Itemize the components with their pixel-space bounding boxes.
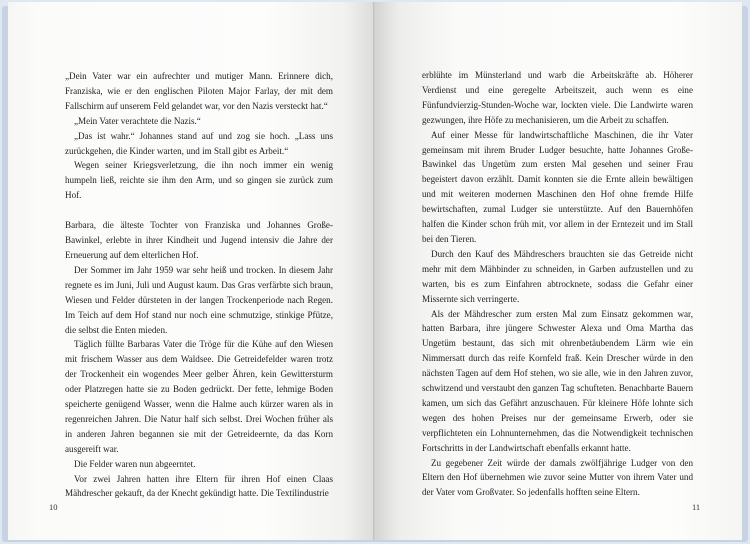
- left-page: [8, 2, 374, 540]
- right-page-text: [422, 68, 693, 500]
- paragraph: Vor zwei Jahren hatten ihre Eltern für ihren Hof einen Claas Mähdrescher gekauft, da der Knecht gekündigt hatte. Die Textilindustrie: [65, 473, 333, 499]
- paragraph: Der Sommer im Jahr 1959 war sehr heiß und trocken. In diesem Jahr regnete es im Juni, Juli und August kaum. Das Gras verfärbte sich braun, Wiesen und Felder dürsteten in der langen Trockenperiode nach Regen. Im Teich auf dem Hof stand nur noch eine schmutzige, stinkige Pfütze, die selbst die Enten mieden.: [65, 264, 333, 335]
- paragraph: „Das ist wahr.“ Johannes stand auf und zog sie hoch. „Lass uns zurückgehen, die Kinder warten, und im Stall gibt es Arbeit.“: [65, 130, 333, 156]
- paragraph: „Dein Vater war ein aufrechter und mutiger Mann. Erinnere dich, Franziska, wie er den englischen Piloten Major Farlay, der mit dem Fallschirm auf unserem Feld gelandet war, vor den Nazis versteckt hat.“: [65, 71, 333, 111]
- paragraph: Wegen seiner Kriegsverletzung, die ihn noch immer ein wenig humpeln ließ, reichte sie ihm den Arm, und so gingen sie zurück zum Hof.: [65, 160, 333, 201]
- paragraph: erblühte im Münsterland und warb die Arbeitskräfte ab. Höherer Verdienst und eine geregelte Arbeitszeit, auch wenn es eine Fünfundvierzig-Stunden-Woche war, lockten viele. Die Landwirte waren gezwungen, ihre Höfe zu mechanisieren, um die Arbeit zu schaffen.: [422, 70, 693, 125]
- right-page: [376, 2, 742, 540]
- left-page-text: [65, 69, 333, 501]
- paragraph: „Mein Vater verachtete die Nazis.“: [74, 115, 201, 126]
- page-number: 11: [692, 502, 701, 512]
- paragraph: Barbara, die älteste Tochter von Franziska und Johannes Große-Bawinkel, erlebte in ihrer Kindheit und Jugend intensiv die Jahre der Erneuerung auf dem elterlichen Hof.: [65, 220, 333, 260]
- paragraph: Auf einer Messe für landwirtschaftliche Maschinen, die ihr Vater gemeinsam mit ihrem Bruder Ludger besuchte, hatte Johannes Große-Bawinkel das Ungetüm zum ersten Mal gesehen und seiner Frau begeistert davon erzählt. Damit konnten sie die Ernte allein bewältigen und mit weiteren modernen Maschinen den Hof ohne fremde Hilfe bewirtschaften, zumal Ludger sie unterstützte. Auf den Bauernhöfen halfen die Kinder schon früh mit, vor allem in der Erntezeit und im Stall bei den Tieren.: [422, 129, 693, 244]
- page-number: 10: [49, 502, 58, 512]
- paragraph: Zu gegebener Zeit würde der damals zwölfjährige Ludger von den Eltern den Hof übernehmen wie zuvor seine Mutter von ihrem Vater und der Vater vom Großvater. So jedenfalls hofften seine Eltern.: [422, 457, 693, 498]
- paragraph: Täglich füllte Barbaras Vater die Tröge für die Kühe auf den Wiesen mit frischem Wasser aus dem Waldsee. Die Getreidefelder waren trotz der Trockenheit ein wogendes Meer gelber Ähren, kein Gewittersturm oder Platzregen hatte sie zu Boden gedrückt. Der fette, lehmige Boden speicherte genügend Wasser, wenn die Halme auch kürzer waren als in regenreichen Jahren. Die Natur half sich selbst. Drei Wochen früher als in anderen Jahren begannen sie mit der Getreideernte, da das Korn ausgereift war.: [65, 339, 333, 454]
- paragraph: Die Felder waren nun abgeerntet.: [74, 458, 196, 469]
- paragraph: Als der Mähdrescher zum ersten Mal zum Einsatz gekommen war, hatten Barbara, ihre jüngere Schwester Alexa und Oma Martha das Ungetüm bestaunt, das sich mit ohrenbetäubendem Lärm wie ein Nimmersatt durch das reife Kornfeld fraß. Kein Drescher würde in den nächsten Tagen auf dem Hof stehen, wo sie alle, wie in den Jahren zuvor, schwitzend und verstaubt den ganzen Tag schufteten. Benachbarte Bauern kamen, um sich das Gefährt anzuschauen. Für kleinere Höfe lohnte sich wegen des hohen Preises nur der gemeinsame Erwerb, oder sie verpflichteten ein Lohnunternehmen, das die Notwendigkeit technischen Fortschritts in der Landwirtschaft ebenfalls erkannt hatte.: [422, 308, 693, 453]
- paragraph: Durch den Kauf des Mähdreschers brauchten sie das Getreide nicht mehr mit dem Mähbinder zu schneiden, in Garben aufzustellen und zu warten, bis es zum Einfahren abtrocknete, sodass die Gefahr einer Missernte sich verringerte.: [422, 248, 693, 304]
